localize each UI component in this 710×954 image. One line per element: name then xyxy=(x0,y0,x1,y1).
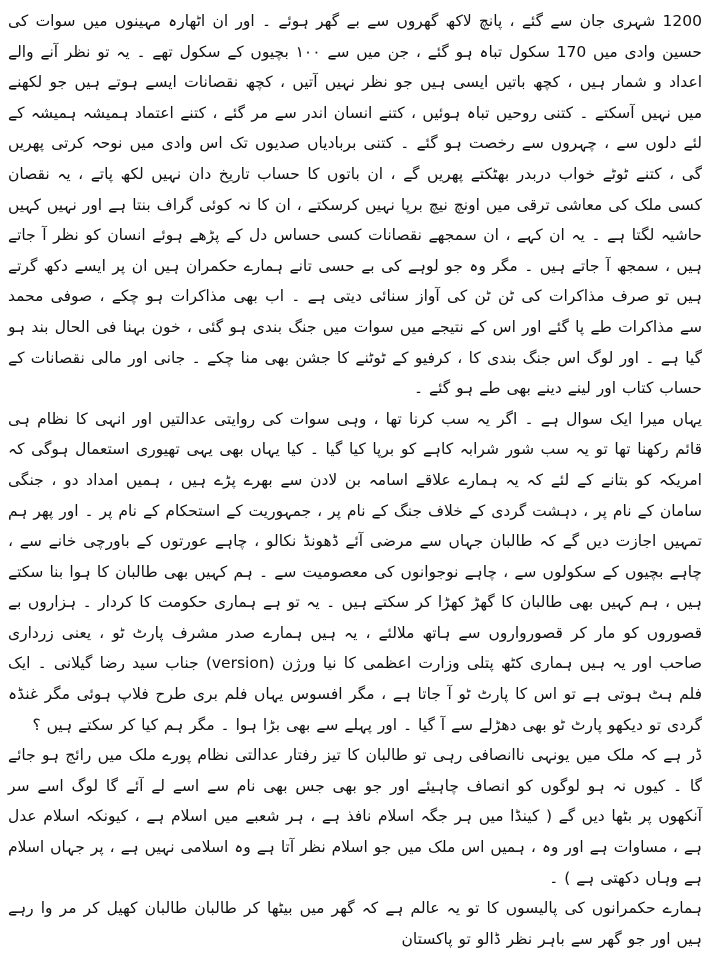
paragraph-4: ہمارے حکمرانوں کی پالیسوں کا تو یہ عالم ہے کہ گھر میں بیٹھا کر طالبان طالبان کھیل کر مر وا رہے ہیں اور جو گھر سے باہر نظر ڈالو تو پاکستان xyxy=(8,899,702,948)
paragraph-3: ڈر ہے کہ ملک میں یونہی ناانصافی رہی تو طالبان کا تیز رفتار عدالتی نظام پورے ملک میں رائج ہو جائے گا ۔ کیوں نہ ہو لوگوں کو انصاف چاہیئے اور جو بھی جس بھی نام سے اسے لے آئے گا لوگ اسے سر آنکھوں پر بٹھا دیں گے ( کینڈا میں ہر جگہ اسلام نافذ ہے ، ہر شعبے میں اسلام ہے ، کیونکہ اسلام عدل ہے ، مساوات ہے اور وہ ، ہمیں اس ملک میں جو اسلام نظر آتا ہے وہ اسلامی نہیں ہے ، پر جہاں اسلام ہے وہاں دکھتی ہے ) ۔ xyxy=(8,746,702,887)
paragraph-1: 1200 شہری جان سے گئے ، پانچ لاکھ گھروں سے بے گھر ہوئے ۔ اور ان اٹھارہ مہینوں میں سوات کی حسین وادی میں 170 سکول تباہ ہو گئے ، جن میں سے ۱۰۰ بچیوں کے سکول تھے ۔ یہ تو نظر آنے والے اعداد و شمار ہیں ، کچھ باتیں ایسی ہیں جو نظر نہیں آتیں ، کچھ نقصانات ایسے ہوتے ہیں جو لکھنے میں نہیں آسکتے ۔ کتنی روحیں تباہ ہوئیں ، کتنے انسان اندر سے مر گئے ، کتنے اعتماد ہمیشہ ہمیشہ کے لئے دلوں سے ، چہروں سے رخصت ہو گئے ۔ کتنی بربادیاں صدیوں تک اس وادی میں نوحہ کرتی پھریں گی ، کتنے ٹوٹے خواب دربدر بھٹکتے پھریں گے ، ان باتوں کا حساب تاریخ دان نہیں لکھ پاتے ، یہ نقصان کسی ملک کی معاشی ترقی میں اونچ نیچ برپا نہیں کرسکتے ، ان کا نہ کوئی گراف بنتا ہے اور نہیں کہیں حاشیہ لگتا ہے ۔ یہ ان کہے ، ان سمجھے نقصانات کسی حساس دل کے پڑھے ہوئے انسان کو نظر آ جاتے ہیں ، سمجھ آ جاتے ہیں ۔ مگر وہ جو لوہے کی بے حسی تانے ہمارے حکمران ہیں ان پر ایسے دکھ گرتے ہیں تو صرف مذاکرات کی ٹن ٹن کی آواز سنائی دیتی ہے ۔ اب بھی مذاکرات ہو چکے ، صوفی محمد سے مذاکرات طے پا گئے اور اس کے نتیجے میں سوات میں جنگ بندی ہو گئی ، خون بہنا فی الحال بند ہو گیا ہے ۔ اور لوگ اس جنگ بندی کا ، کرفیو کے ٹوٹنے کا جشن بھی منا چکے ۔ جانی اور مالی نقصانات کے حساب کتاب اور لینے دینے بھی طے ہو گئے ۔ xyxy=(8,12,702,398)
paragraph-2: یہاں میرا ایک سوال ہے ۔ اگر یہ سب کرنا تھا ، وہی سوات کی روایتی عدالتیں اور انہی کا نظام ہی قائم رکھنا تھا تو یہ سب شور شرابہ کاہے کو برپا کیا گیا ۔ کیا یہاں بھی یہی تھیوری استعمال ہوگی کہ امریکہ کو بتانے کے لئے کہ یہ ہمارے علاقے اسامہ بن لادن سے بھرے پڑے ہیں ، ہمیں امداد دو ، جنگی سامان کے نام پر ، دہشت گردی کے خلاف جنگ کے نام پر ، جمہوریت کے استحکام کے نام پر ۔ اور پھر ہم تمہیں اجازت دیں گے کہ طالبان جہاں سے مرضی آئے ڈھونڈ نکالو ، چاہے عورتوں کے باورچی خانے سے ، چاہے بچیوں کے سکولوں سے ، چاہے نوجوانوں کی معصومیت سے ۔ ہم کہیں بھی طالبان کا ہوا بنا سکتے ہیں ، ہم کہیں بھی طالبان کا گھڑ کھڑا کر سکتے ہیں ۔ یہ تو ہے ہماری حکومت کا کردار ۔ ہزاروں بے قصوروں کو مار کر قصورواروں سے ہاتھ ملالئے ، یہ ہیں ہمارے صدر مشرف پارٹ ٹو ، یعنی زرداری صاحب اور یہ ہیں ہماری کٹھ پتلی وزارت اعظمی کا نیا ورژن (version) جناب سید رضا گیلانی ۔ ایک فلم ہٹ ہوتی ہے تو اس کا پارٹ ٹو آ جاتا ہے ، مگر افسوس یہاں فلم بری طرح فلاپ ہوئی مگر غنڈہ گردی تو دیکھو پارٹ ٹو بھی دھڑلے سے آ گیا ۔ اور پہلے سے بھی بڑا ہوا ۔ مگر ہم کیا کر سکتے ہیں ؟ xyxy=(8,409,702,734)
